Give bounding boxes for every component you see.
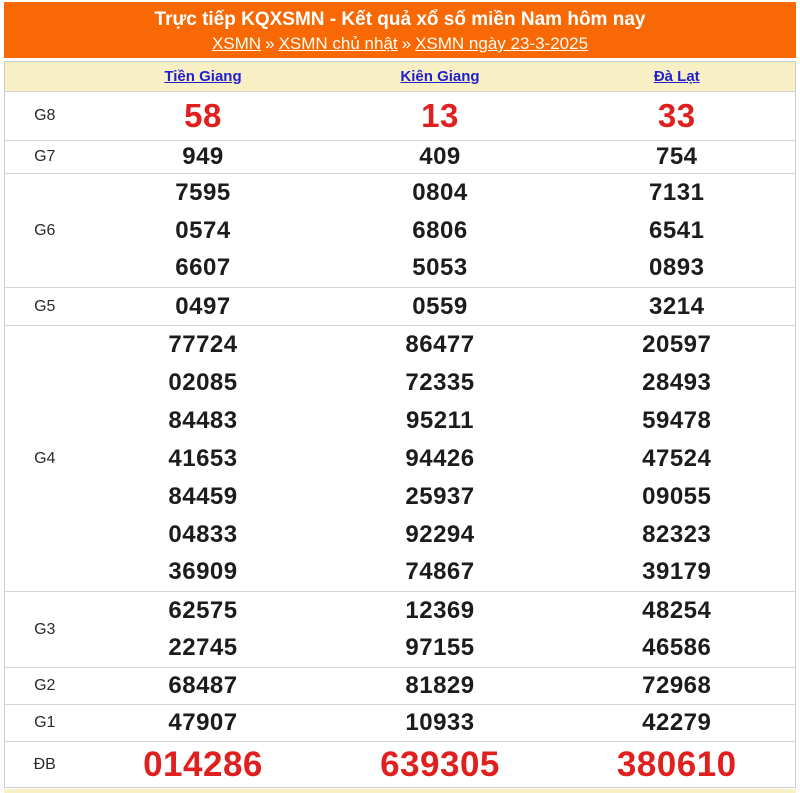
result-cell: 7595 <box>85 174 322 212</box>
result-cell: 754 <box>559 141 796 174</box>
result-cell: 82323 <box>642 520 712 548</box>
result-cell: 949 <box>85 141 322 174</box>
result-cell: 58 <box>85 92 322 141</box>
result-cell: 72968 <box>559 668 796 705</box>
prize-row-g4 <box>5 440 796 478</box>
breadcrumb-link-xsmn[interactable]: XSMN <box>211 34 262 53</box>
breadcrumb-separator: » <box>265 34 275 53</box>
result-cell: 6541 <box>649 216 705 244</box>
prize-row-g1 <box>5 705 796 742</box>
prize-row-db <box>5 742 796 788</box>
prize-row-g3 <box>5 630 796 668</box>
corner-cell <box>5 62 85 92</box>
top-banner <box>4 2 796 58</box>
province-link-kien-giang[interactable]: Kiên Giang <box>400 68 480 85</box>
result-cell: 02085 <box>168 368 238 396</box>
prize-row-g6 <box>5 174 796 212</box>
prize-row-g4 <box>5 478 796 516</box>
result-cell: 92294 <box>405 520 475 548</box>
result-cell: 39179 <box>642 558 712 586</box>
result-cell: 47907 <box>85 705 322 742</box>
result-cell: 84459 <box>168 482 238 510</box>
result-cell: 95211 <box>406 406 474 434</box>
prize-label-g2: G2 <box>5 668 85 705</box>
result-cell: 68487 <box>85 668 322 705</box>
result-cell: 22745 <box>168 634 238 662</box>
prize-row-g4 <box>5 364 796 402</box>
result-cell: 86477 <box>322 326 559 364</box>
result-cell: 7131 <box>559 174 796 212</box>
prize-label-g5: G5 <box>5 288 85 326</box>
breadcrumb-link-xsmn-chu-nhat[interactable]: XSMN chủ nhật <box>278 34 398 53</box>
prize-row-g4 <box>5 554 796 592</box>
prize-row-g6 <box>5 250 796 288</box>
bottom-section-strip <box>4 789 796 793</box>
prize-label-db: ĐB <box>5 742 85 788</box>
prize-label-g3: G3 <box>5 592 85 668</box>
result-cell: 74867 <box>405 558 475 586</box>
result-cell: 36909 <box>168 558 238 586</box>
page-title: Trực tiếp KQXSMN - Kết quả xổ số miền Nam hôm nay <box>154 9 646 30</box>
province-header-row <box>5 62 796 92</box>
prize-row-g8 <box>5 92 796 141</box>
prize-row-g4 <box>5 402 796 440</box>
result-cell: 47524 <box>642 444 712 472</box>
result-cell: 48254 <box>559 592 796 630</box>
prize-row-g4 <box>5 326 796 364</box>
result-cell: 04833 <box>168 520 238 548</box>
prize-row-g7 <box>5 141 796 174</box>
breadcrumb-link-xsmn-date[interactable]: XSMN ngày 23-3-2025 <box>415 34 589 53</box>
result-cell: 6607 <box>175 254 231 282</box>
result-cell: 46586 <box>642 634 712 662</box>
result-cell: 81829 <box>322 668 559 705</box>
result-cell: 94426 <box>405 444 475 472</box>
breadcrumb <box>4 33 796 54</box>
province-link-tien-giang[interactable]: Tiền Giang <box>164 68 242 85</box>
result-cell: 0574 <box>175 216 231 244</box>
prize-row-g2 <box>5 668 796 705</box>
prize-row-g5 <box>5 288 796 326</box>
result-cell: 0559 <box>322 288 559 326</box>
result-cell: 409 <box>322 141 559 174</box>
breadcrumb-separator: » <box>401 34 412 53</box>
result-cell: 33 <box>559 92 796 141</box>
result-cell: 42279 <box>559 705 796 742</box>
result-cell: 3214 <box>559 288 796 326</box>
result-cell: 72335 <box>405 368 475 396</box>
result-cell: 20597 <box>559 326 796 364</box>
prize-row-g6 <box>5 212 796 250</box>
result-cell: 25937 <box>405 482 475 510</box>
result-cell: 28493 <box>642 368 712 396</box>
result-cell: 0893 <box>649 254 705 282</box>
result-cell: 59478 <box>642 406 712 434</box>
prize-label-g4: G4 <box>5 326 85 592</box>
result-cell: 62575 <box>85 592 322 630</box>
result-cell: 12369 <box>322 592 559 630</box>
prize-row-g3 <box>5 592 796 630</box>
result-cell: 09055 <box>642 482 712 510</box>
result-cell: 13 <box>322 92 559 141</box>
result-cell: 77724 <box>85 326 322 364</box>
result-cell: 639305 <box>322 742 559 788</box>
prize-label-g6: G6 <box>5 174 85 288</box>
result-cell: 380610 <box>559 742 796 788</box>
prize-row-g4 <box>5 516 796 554</box>
prize-label-g1: G1 <box>5 705 85 742</box>
lottery-results-table <box>4 61 796 788</box>
result-cell: 5053 <box>412 254 468 282</box>
result-cell: 10933 <box>322 705 559 742</box>
result-cell: 97155 <box>405 634 475 662</box>
result-cell: 6806 <box>412 216 468 244</box>
prize-label-g7: G7 <box>5 141 85 174</box>
result-cell: 0497 <box>85 288 322 326</box>
result-cell: 41653 <box>168 444 238 472</box>
result-cell: 84483 <box>168 406 238 434</box>
prize-label-g8: G8 <box>5 92 85 141</box>
result-cell: 0804 <box>322 174 559 212</box>
province-link-da-lat[interactable]: Đà Lạt <box>653 68 700 85</box>
result-cell: 014286 <box>85 742 322 788</box>
